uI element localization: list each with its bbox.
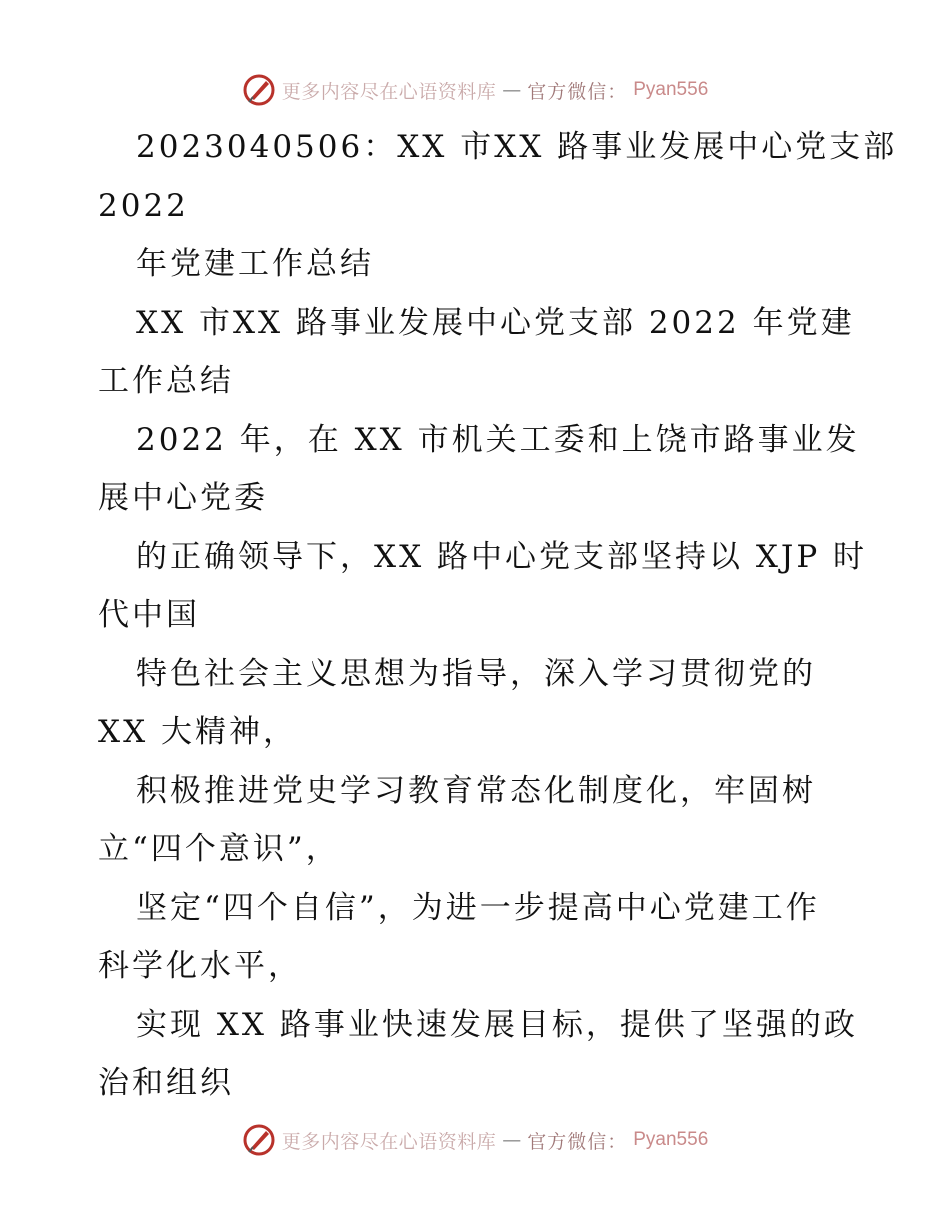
doc-line: 2022 (98, 187, 189, 224)
footer-banner (0, 1120, 950, 1160)
banner-wechat-id: Pyan556 (633, 79, 709, 100)
doc-line: XX 大精神， (98, 714, 297, 750)
doc-line: 立“四个意识”， (98, 831, 340, 867)
quill-pen-logo-icon (242, 1123, 276, 1157)
doc-line: 特色社会主义思想为指导，深入学习贯彻党的 (136, 655, 816, 692)
doc-line: 的正确领导下，XX 路中心党支部坚持以 XJP 时 (136, 538, 868, 575)
doc-line: 2023040506：XX 市XX 路事业发展中心党支部 (136, 129, 898, 165)
doc-line: 年党建工作总结 (136, 246, 374, 282)
document-body (98, 118, 898, 1113)
doc-line: 工作总结 (98, 363, 234, 399)
quill-pen-logo-icon (242, 73, 276, 107)
doc-line: 治和组织 (98, 1065, 234, 1101)
header-banner (0, 70, 950, 110)
banner-wechat-label: 官方微信： (527, 80, 628, 103)
doc-line: 积极推进党史学习教育常态化制度化，牢固树 (136, 772, 816, 809)
banner-brand-text: 更多内容尽在心语资料库 (281, 1130, 497, 1153)
doc-line: 展中心党委 (98, 480, 268, 516)
banner-brand-text: 更多内容尽在心语资料库 (281, 80, 497, 103)
doc-line: 2022 年，在 XX 市机关工委和上饶市路事业发 (136, 421, 860, 458)
banner-separator: — (502, 1129, 522, 1151)
doc-line: 科学化水平， (98, 948, 302, 984)
doc-line: 代中国 (98, 597, 200, 633)
banner-wechat-label: 官方微信： (527, 1130, 628, 1153)
doc-line: XX 市XX 路事业发展中心党支部 2022 年党建 (136, 304, 855, 341)
doc-line: 实现 XX 路事业快速发展目标，提供了坚强的政 (136, 1006, 858, 1043)
doc-line: 坚定“四个自信”，为进一步提高中心党建工作 (136, 889, 820, 926)
banner-separator: — (502, 79, 522, 101)
banner-wechat-id: Pyan556 (633, 1129, 709, 1150)
